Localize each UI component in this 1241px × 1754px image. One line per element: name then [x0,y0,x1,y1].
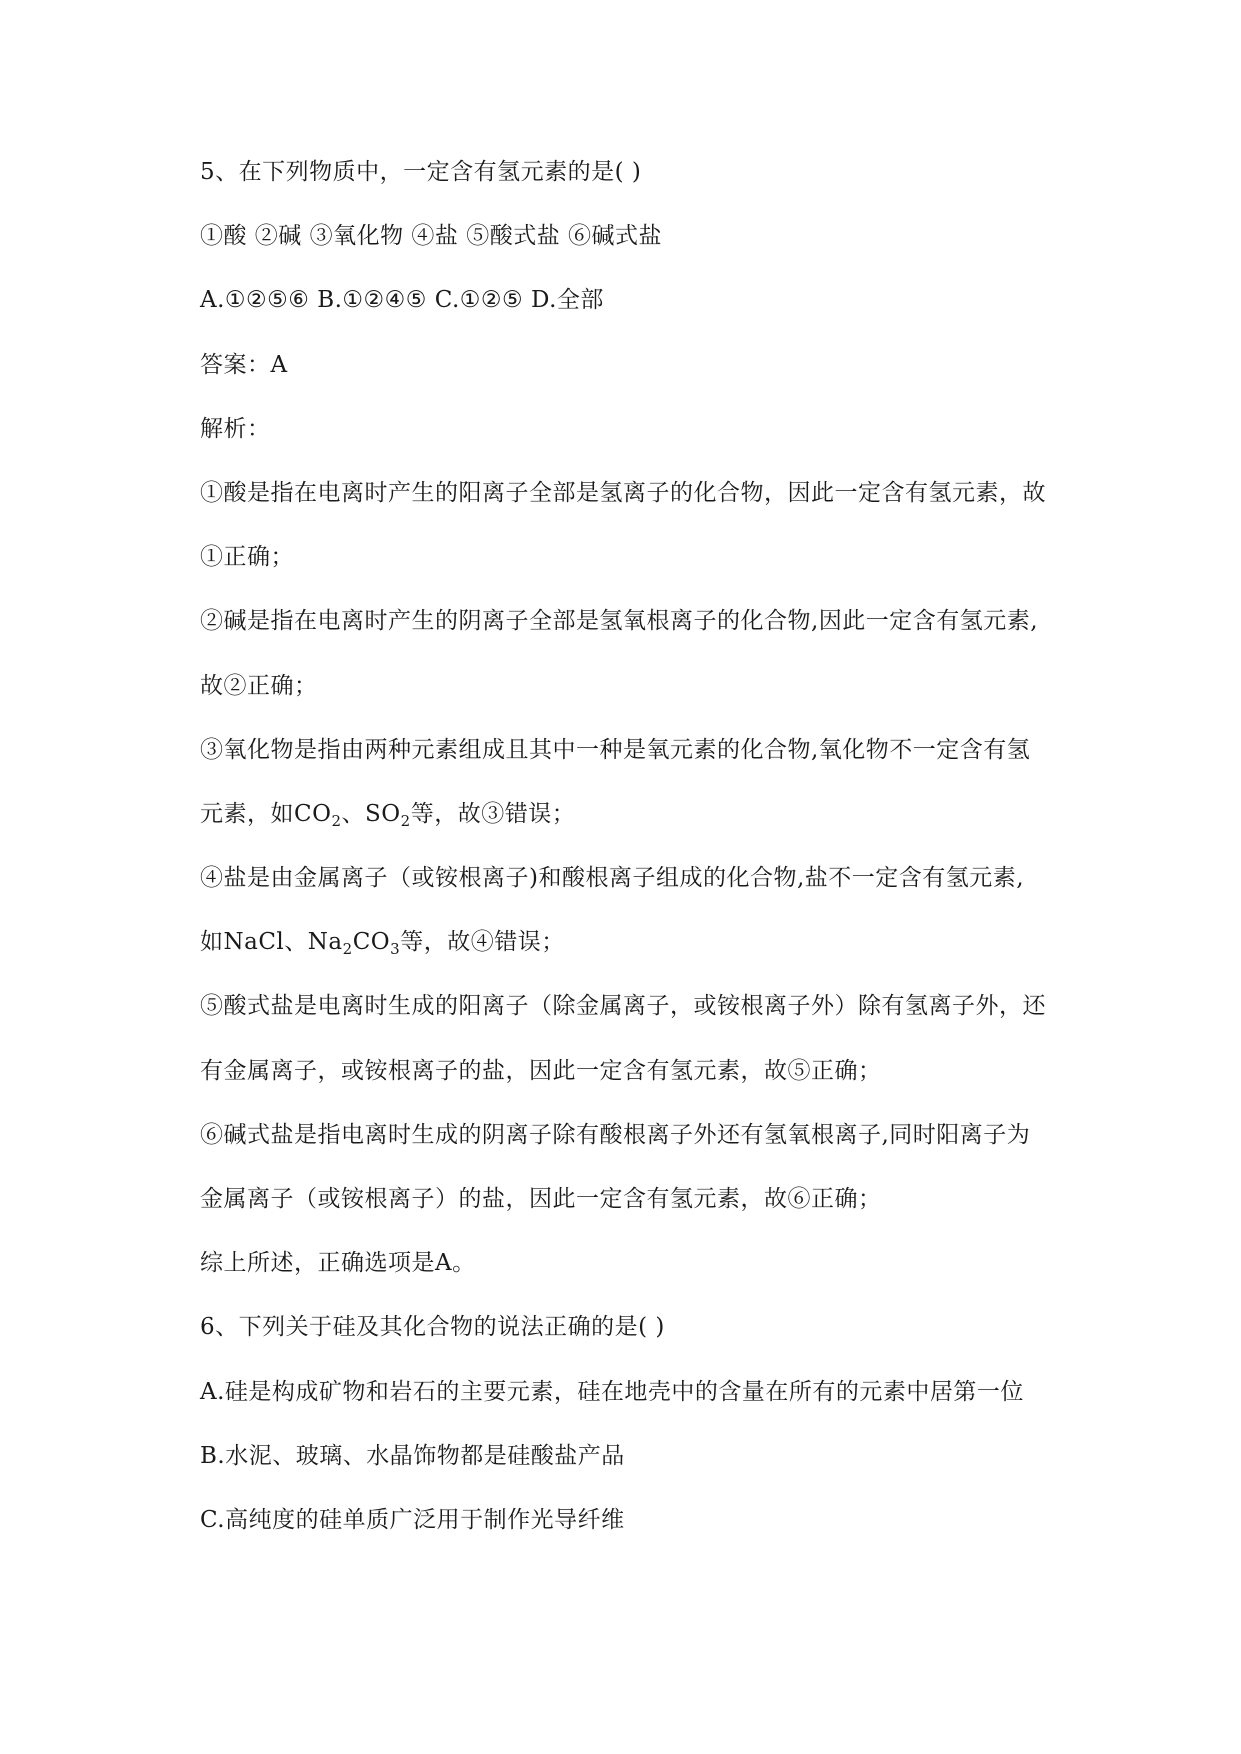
explanation-6-line-2: 金属离子（或铵根离子）的盐，因此一定含有氢元素，故⑥正确； [200,1186,882,1212]
question-6-option-c: C.高纯度的硅单质广泛用于制作光导纤维 [200,1506,625,1533]
explanation-2-line-2: 故②正确； [200,672,318,699]
question-5-options: A.①②⑤⑥ B.①②④⑤ C.①②⑤ D.全部 [200,287,604,314]
subscript: 2 [331,811,342,830]
explanation-1-line-1: ①酸是指在电离时产生的阳离子全部是氢离子的化合物，因此一定含有氢元素，故 [200,479,1046,506]
question-6-stem: 6、下列关于硅及其化合物的说法正确的是( ) [200,1314,665,1341]
text-segment: 元素，如CO [200,800,332,827]
text-segment: 如NaCl、Na [200,929,343,956]
explanation-1-line-2: ①正确； [200,544,294,571]
text-segment: 等，故③错误； [410,800,576,827]
explanation-5-line-2: 有金属离子，或铵根离子的盐，因此一定含有氢元素，故⑤正确； [200,1057,882,1084]
explanation-3-line-2 [200,782,1120,846]
explanation-4-line-2 [200,910,1120,974]
question-6-option-a: A.硅是构成矿物和岩石的主要元素，硅在地壳中的含量在所有的元素中居第一位 [200,1378,1024,1405]
explanation-6-line-1: ⑥碱式盐是指电离时生成的阴离子除有酸根离子外还有氢氧根离子,同时阳离子为 [200,1121,1031,1148]
subscript: 2 [400,811,411,830]
question-5-items: ①酸 ②碱 ③氧化物 ④盐 ⑤酸式盐 ⑥碱式盐 [200,223,663,250]
question-6-option-b: B.水泥、玻璃、水晶饰物都是硅酸盐产品 [200,1442,625,1469]
analysis-label: 解析： [200,415,271,442]
text-segment: 、SO [341,800,401,827]
question-5-stem: 5、在下列物质中，一定含有氢元素的是( ) [200,159,642,185]
question-5-answer: 答案：A [200,351,288,378]
subscript: 3 [390,940,401,959]
explanation-4-line-1: ④盐是由金属离子（或铵根离子)和酸根离子组成的化合物,盐不一定含有氢元素, [200,865,1025,892]
text-segment: CO [352,929,391,956]
page-content [200,140,1120,1552]
explanation-2-line-1: ②碱是指在电离时产生的阴离子全部是氢氧根离子的化合物,因此一定含有氢元素, [200,608,1039,635]
explanation-5-line-1: ⑤酸式盐是电离时生成的阳离子（除金属离子，或铵根离子外）除有氢离子外，还 [200,993,1046,1020]
question-5-summary: 综上所述，正确选项是A。 [200,1250,476,1277]
subscript: 2 [342,940,353,959]
explanation-3-line-1: ③氧化物是指由两种元素组成且其中一种是氧元素的化合物,氧化物不一定含有氢 [200,736,1031,763]
text-segment: 等，故④错误； [400,929,565,956]
